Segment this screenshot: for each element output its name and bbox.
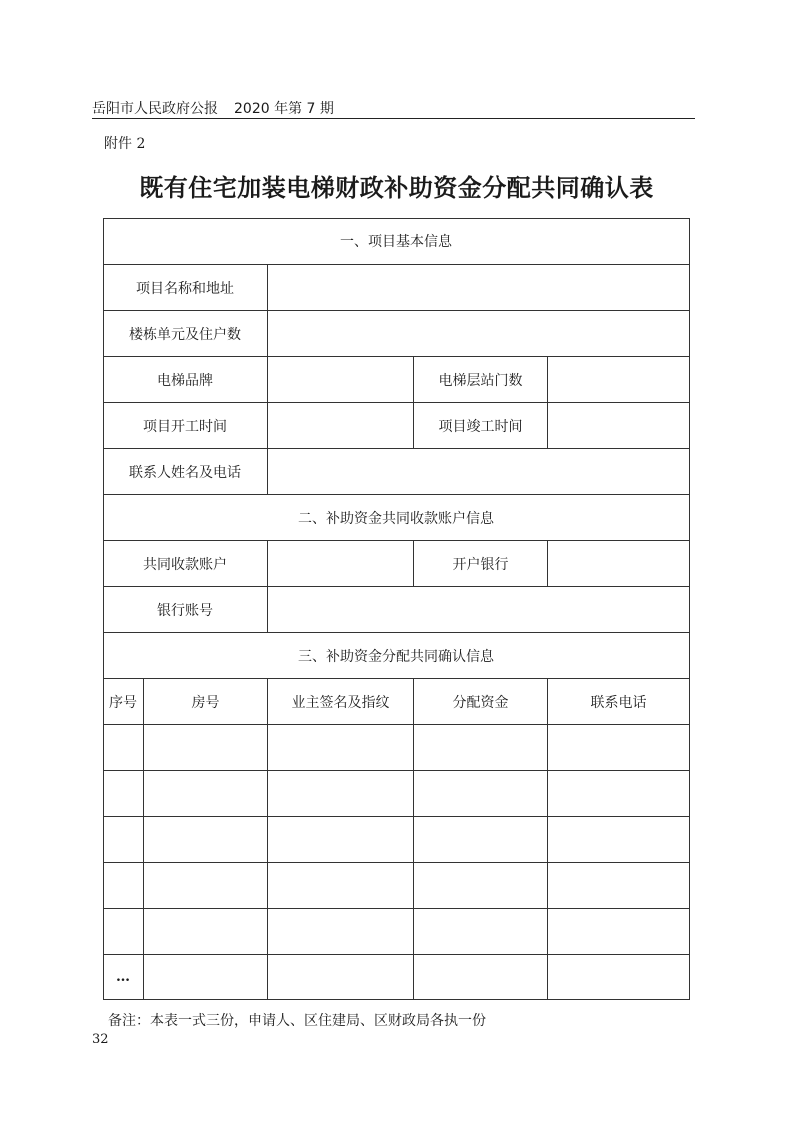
joint-account-label: 共同收款账户 — [103, 541, 268, 587]
page-header — [92, 98, 695, 119]
table-cell[interactable] — [103, 771, 144, 817]
table-cell[interactable] — [548, 909, 690, 955]
section-3-header: 三、补助资金分配共同确认信息 — [103, 633, 690, 679]
section-2-header: 二、补助资金共同收款账户信息 — [103, 495, 690, 541]
project-name-address-field[interactable] — [268, 265, 690, 311]
table-cell[interactable] — [414, 771, 548, 817]
table-cell[interactable] — [414, 955, 548, 1000]
table-cell[interactable] — [103, 863, 144, 909]
table-cell[interactable] — [268, 725, 414, 771]
table-cell[interactable] — [144, 771, 268, 817]
ellipsis-cell: … — [103, 955, 144, 1000]
completion-time-field[interactable] — [548, 403, 690, 449]
bank-label: 开户银行 — [414, 541, 548, 587]
table-cell[interactable] — [548, 955, 690, 1000]
table-cell[interactable] — [268, 771, 414, 817]
contact-field[interactable] — [268, 449, 690, 495]
project-name-address-label: 项目名称和地址 — [103, 265, 268, 311]
table-cell[interactable] — [144, 817, 268, 863]
elevator-brand-label: 电梯品牌 — [103, 357, 268, 403]
column-header-index: 序号 — [103, 679, 144, 725]
table-cell[interactable] — [414, 909, 548, 955]
table-cell[interactable] — [548, 725, 690, 771]
completion-time-label: 项目竣工时间 — [414, 403, 548, 449]
publication-name: 岳阳市人民政府公报 — [92, 101, 218, 117]
column-header-room: 房号 — [144, 679, 268, 725]
table-cell[interactable] — [414, 817, 548, 863]
page-number: 32 — [92, 1032, 109, 1047]
table-cell[interactable] — [414, 863, 548, 909]
table-cell[interactable] — [144, 725, 268, 771]
joint-account-field[interactable] — [268, 541, 414, 587]
column-header-signature: 业主签名及指纹 — [268, 679, 414, 725]
remark-note: 备注：本表一式三份，申请人、区住建局、区财政局各执一份 — [108, 1013, 486, 1029]
start-time-label: 项目开工时间 — [103, 403, 268, 449]
table-cell[interactable] — [103, 725, 144, 771]
building-units-field[interactable] — [268, 311, 690, 357]
column-header-amount: 分配资金 — [414, 679, 548, 725]
page-title: 既有住宅加装电梯财政补助资金分配共同确认表 — [139, 173, 654, 202]
table-cell[interactable] — [268, 817, 414, 863]
table-cell[interactable] — [144, 955, 268, 1000]
elevator-brand-field[interactable] — [268, 357, 414, 403]
table-cell[interactable] — [548, 817, 690, 863]
table-cell[interactable] — [414, 725, 548, 771]
section-1-header: 一、项目基本信息 — [103, 218, 690, 265]
table-cell[interactable] — [144, 863, 268, 909]
table-cell[interactable] — [103, 909, 144, 955]
table-cell[interactable] — [144, 909, 268, 955]
elevator-floors-field[interactable] — [548, 357, 690, 403]
bank-field[interactable] — [548, 541, 690, 587]
attachment-label: 附件 2 — [104, 136, 146, 152]
building-units-label: 楼栋单元及住户数 — [103, 311, 268, 357]
table-cell[interactable] — [268, 909, 414, 955]
bank-account-field[interactable] — [268, 587, 690, 633]
bank-account-label: 银行账号 — [103, 587, 268, 633]
issue-number: 2020 年第 7 期 — [234, 101, 334, 117]
table-cell[interactable] — [548, 863, 690, 909]
table-cell[interactable] — [268, 863, 414, 909]
table-cell[interactable] — [268, 955, 414, 1000]
table-cell[interactable] — [548, 771, 690, 817]
confirmation-form — [103, 218, 690, 1000]
elevator-floors-label: 电梯层站门数 — [414, 357, 548, 403]
column-header-phone: 联系电话 — [548, 679, 690, 725]
start-time-field[interactable] — [268, 403, 414, 449]
contact-label: 联系人姓名及电话 — [103, 449, 268, 495]
table-cell[interactable] — [103, 817, 144, 863]
